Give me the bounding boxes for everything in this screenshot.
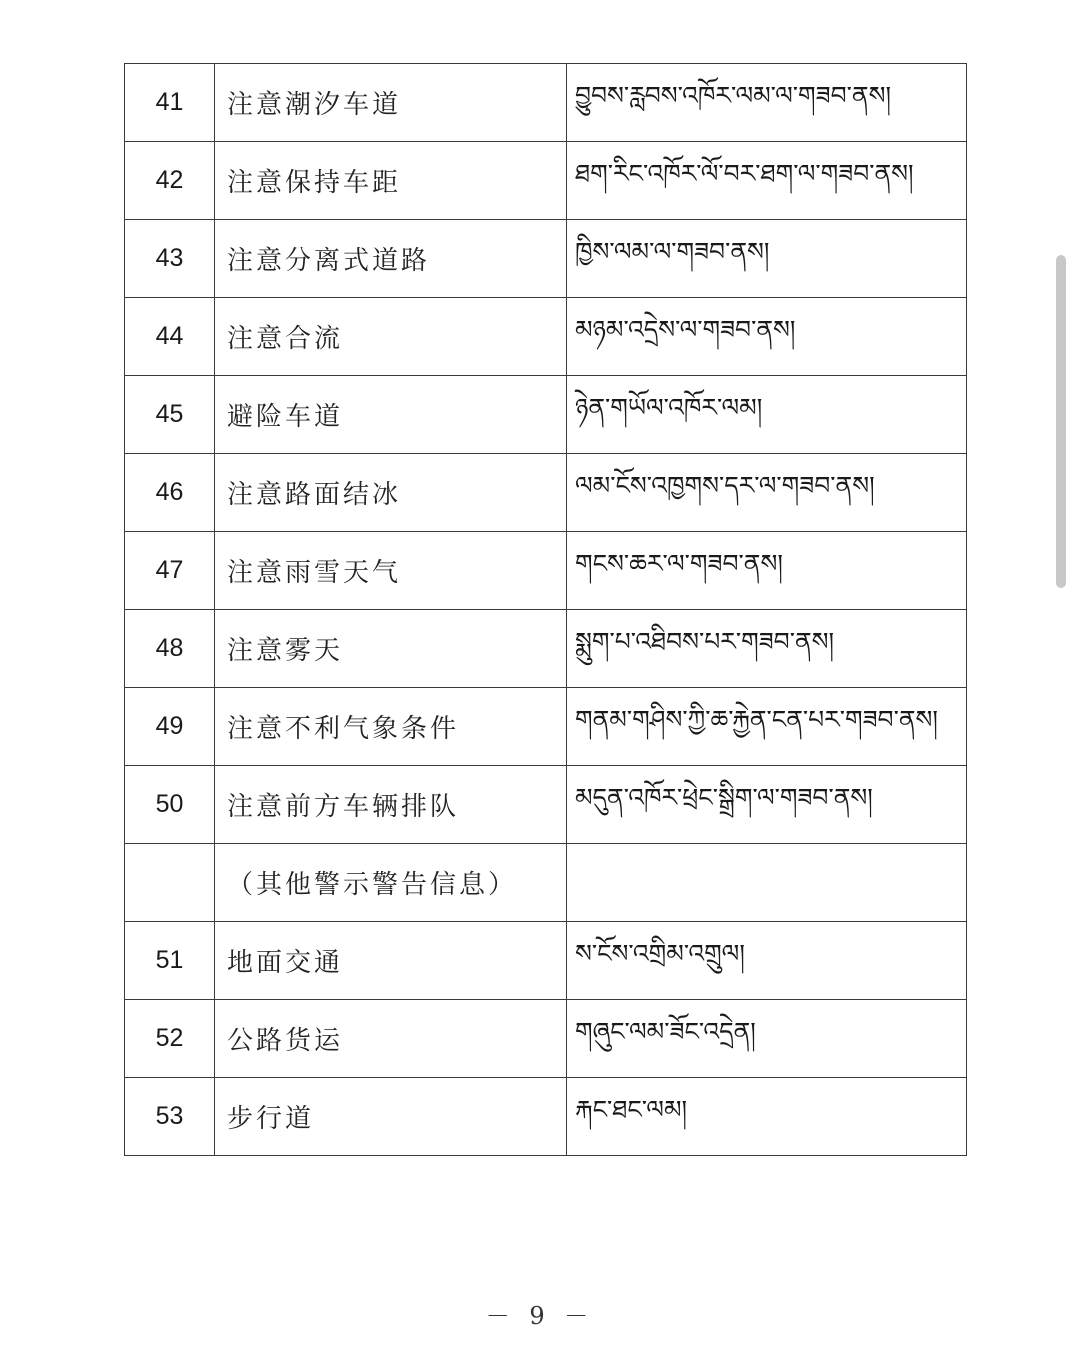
chinese-term: 注意保持车距: [215, 142, 567, 220]
chinese-term: 注意不利气象条件: [215, 688, 567, 766]
tibetan-term: སྨུག་པ་འཐིབས་པར་གཟབ་ནས།: [567, 610, 967, 688]
row-number: 47: [125, 532, 215, 610]
row-number: 53: [125, 1078, 215, 1156]
tibetan-term: [567, 844, 967, 922]
row-number: 43: [125, 220, 215, 298]
chinese-term: 注意路面结冰: [215, 454, 567, 532]
table-row: [125, 532, 967, 610]
table-row: [125, 454, 967, 532]
chinese-term: 地面交通: [215, 922, 567, 1000]
tibetan-term: ཉེན་གཡོལ་འཁོར་ལམ།: [567, 376, 967, 454]
chinese-term: 注意潮汐车道: [215, 64, 567, 142]
table-row: [125, 922, 967, 1000]
table-row: [125, 142, 967, 220]
tibetan-term: ཐག་རིང་འཁོར་ལོ་བར་ཐག་ལ་གཟབ་ནས།: [567, 142, 967, 220]
tibetan-term: གནམ་གཤིས་ཀྱི་ཆ་རྐྱེན་ངན་པར་གཟབ་ནས།: [567, 688, 967, 766]
row-number: 49: [125, 688, 215, 766]
table-row: [125, 298, 967, 376]
row-number: 51: [125, 922, 215, 1000]
chinese-term: 避险车道: [215, 376, 567, 454]
section-heading-row: [125, 844, 967, 922]
chinese-term: 注意前方车辆排队: [215, 766, 567, 844]
table-row: [125, 1078, 967, 1156]
row-number: 45: [125, 376, 215, 454]
tibetan-term: རྐང་ཐང་ལམ།: [567, 1078, 967, 1156]
table-row: [125, 1000, 967, 1078]
tibetan-term: མདུན་འཁོར་ཕྲེང་སྒྲིག་ལ་གཟབ་ནས།: [567, 766, 967, 844]
table-row: [125, 64, 967, 142]
tibetan-term: ཁྱིས་ལམ་ལ་གཟབ་ནས།: [567, 220, 967, 298]
tibetan-term: མཉམ་འདྲེས་ལ་གཟབ་ནས།: [567, 298, 967, 376]
table-row: [125, 376, 967, 454]
row-number: 48: [125, 610, 215, 688]
row-number: 50: [125, 766, 215, 844]
row-number: 46: [125, 454, 215, 532]
tibetan-term: ལམ་ངོས་འཁྱགས་དར་ལ་གཟབ་ནས།: [567, 454, 967, 532]
chinese-term: 注意分离式道路: [215, 220, 567, 298]
table-row: [125, 610, 967, 688]
chinese-term: 注意雨雪天气: [215, 532, 567, 610]
row-number: 41: [125, 64, 215, 142]
row-number: 42: [125, 142, 215, 220]
row-number: 44: [125, 298, 215, 376]
tibetan-term: གངས་ཆར་ལ་གཟབ་ནས།: [567, 532, 967, 610]
chinese-term: 注意合流: [215, 298, 567, 376]
row-number: 52: [125, 1000, 215, 1078]
chinese-term: 注意雾天: [215, 610, 567, 688]
chinese-term: 步行道: [215, 1078, 567, 1156]
table-row: [125, 766, 967, 844]
section-heading: （其他警示警告信息）: [215, 844, 567, 922]
row-number: [125, 844, 215, 922]
table-row: [125, 688, 967, 766]
tibetan-term: ས་ངོས་འགྲིམ་འགྲུལ།: [567, 922, 967, 1000]
page-number: － 9 －: [485, 1302, 595, 1330]
chinese-term: 公路货运: [215, 1000, 567, 1078]
tibetan-term: གཞུང་ལམ་ཟོང་འདྲེན།: [567, 1000, 967, 1078]
table-row: [125, 220, 967, 298]
vertical-scrollbar[interactable]: [1056, 255, 1066, 588]
tibetan-term: བྱུབས་རླབས་འཁོར་ལམ་ལ་གཟབ་ནས།: [567, 64, 967, 142]
terms-table: [124, 63, 967, 1156]
